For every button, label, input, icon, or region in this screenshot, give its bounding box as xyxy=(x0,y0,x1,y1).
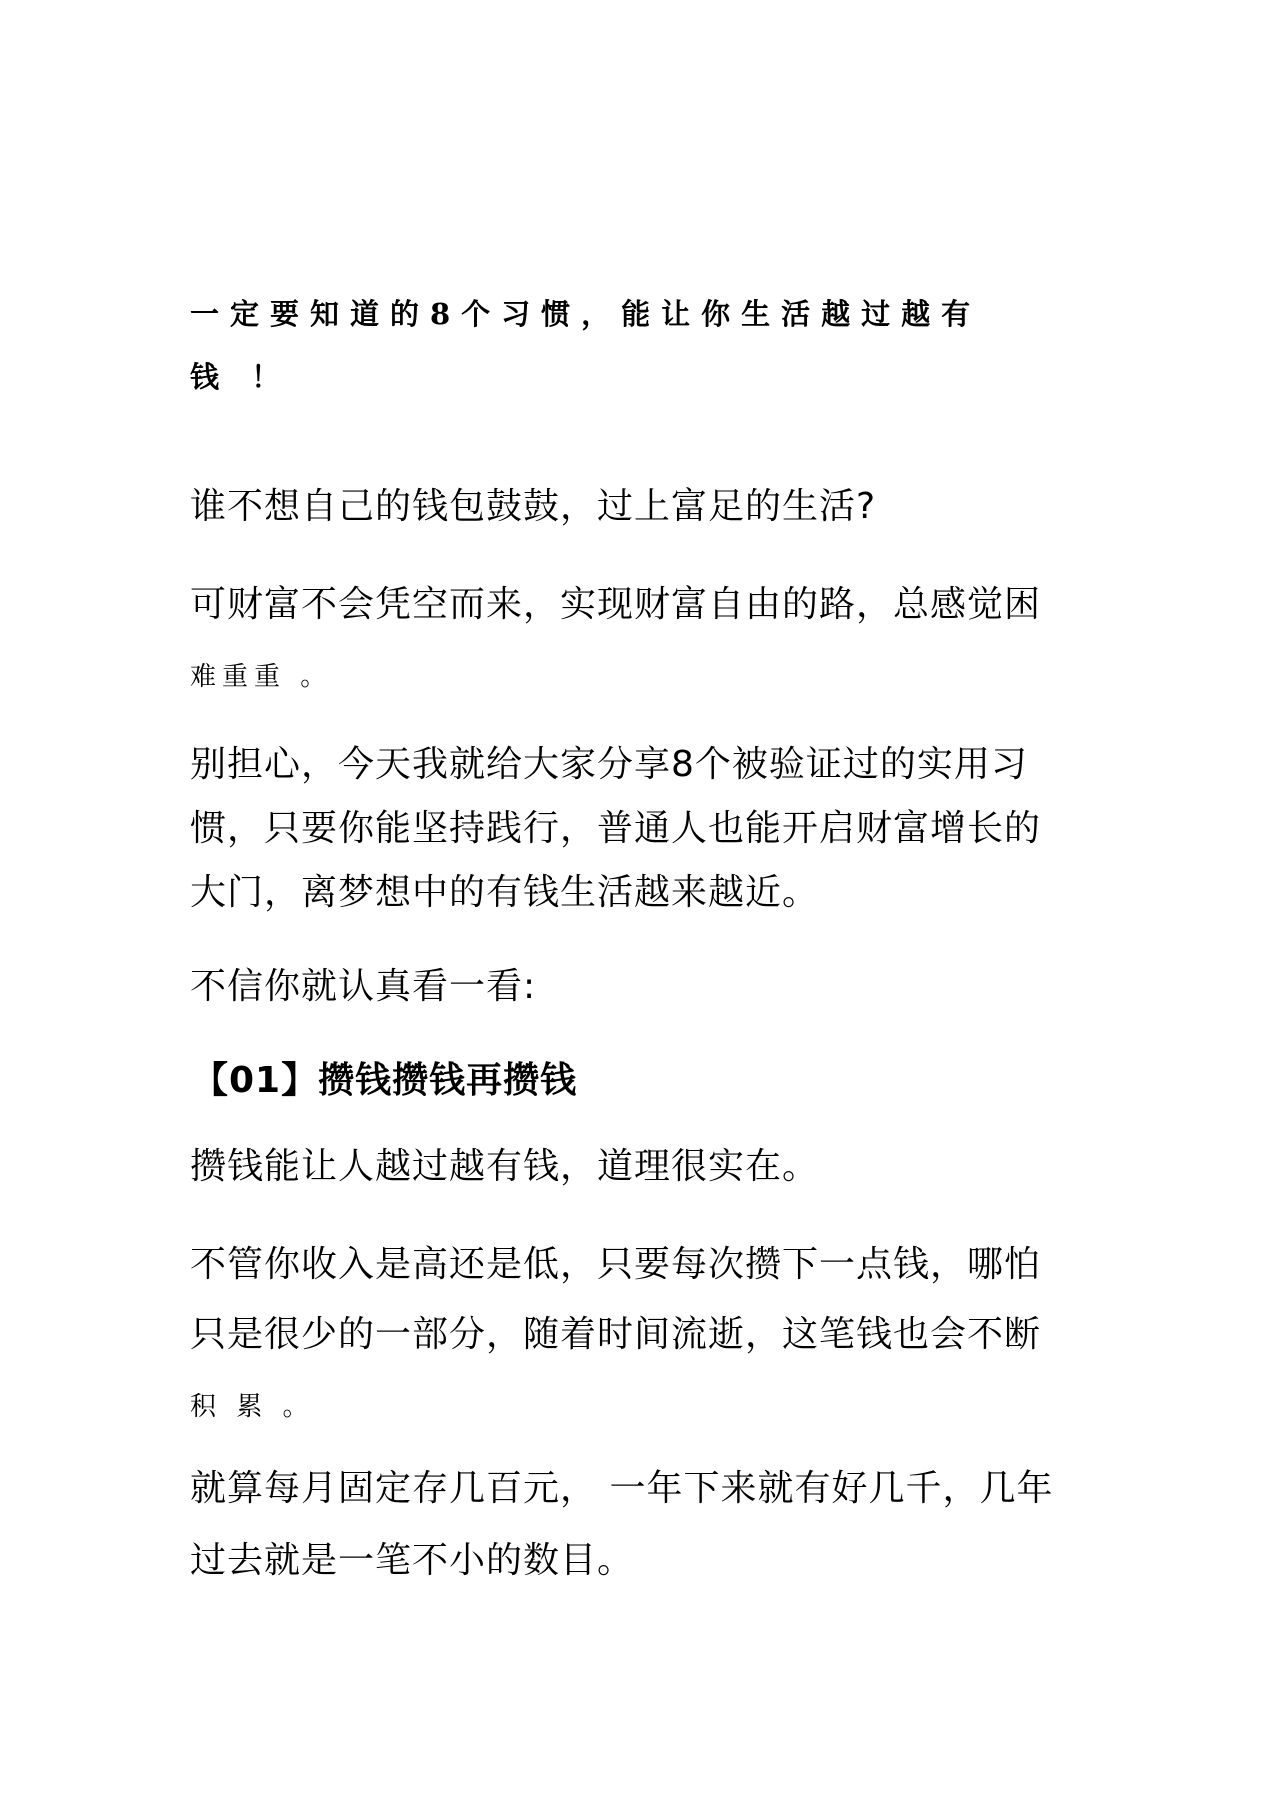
paragraph-share-line-1: 别担心，今天我就给大家分享8个被验证过的实用习 xyxy=(190,744,1028,785)
article-title-line-1: 一定要知道的8个习惯，能让你生活越过越有 xyxy=(190,297,982,331)
paragraph-look-line: 不信你就认真看一看: xyxy=(190,966,537,1007)
article-title-line-2: 钱 ！ xyxy=(190,360,292,394)
paragraph-intro-question: 谁不想自己的钱包鼓鼓，过上富足的生活? xyxy=(190,486,877,527)
section-heading-01: 【01】攒钱攒钱再攒钱 xyxy=(192,1060,578,1101)
paragraph-share-line-3: 大门，离梦想中的有钱生活越来越近。 xyxy=(190,872,820,913)
section-01-paragraph-3-line-2: 过去就是一笔不小的数目。 xyxy=(190,1540,635,1581)
section-01-paragraph-3-line-1: 就算每月固定存几百元， 一年下来就有好几千，几年 xyxy=(190,1468,1054,1509)
section-01-paragraph-2-line-1: 不管你收入是高还是低，只要每次攒下一点钱，哪怕 xyxy=(190,1244,1042,1285)
section-01-paragraph-2-line-2: 只是很少的一部分，随着时间流逝，这笔钱也会不断 xyxy=(190,1314,1042,1355)
paragraph-wealth-line-2: 难重重 。 xyxy=(190,662,333,692)
section-01-paragraph-1: 攒钱能让人越过越有钱，道理很实在。 xyxy=(190,1146,820,1187)
section-01-paragraph-2-line-3: 积 累 。 xyxy=(190,1392,315,1422)
paragraph-wealth-line-1: 可财富不会凭空而来，实现财富自由的路，总感觉困 xyxy=(190,584,1042,625)
paragraph-share-line-2: 惯，只要你能坚持践行，普通人也能开启财富增长的 xyxy=(190,808,1042,849)
